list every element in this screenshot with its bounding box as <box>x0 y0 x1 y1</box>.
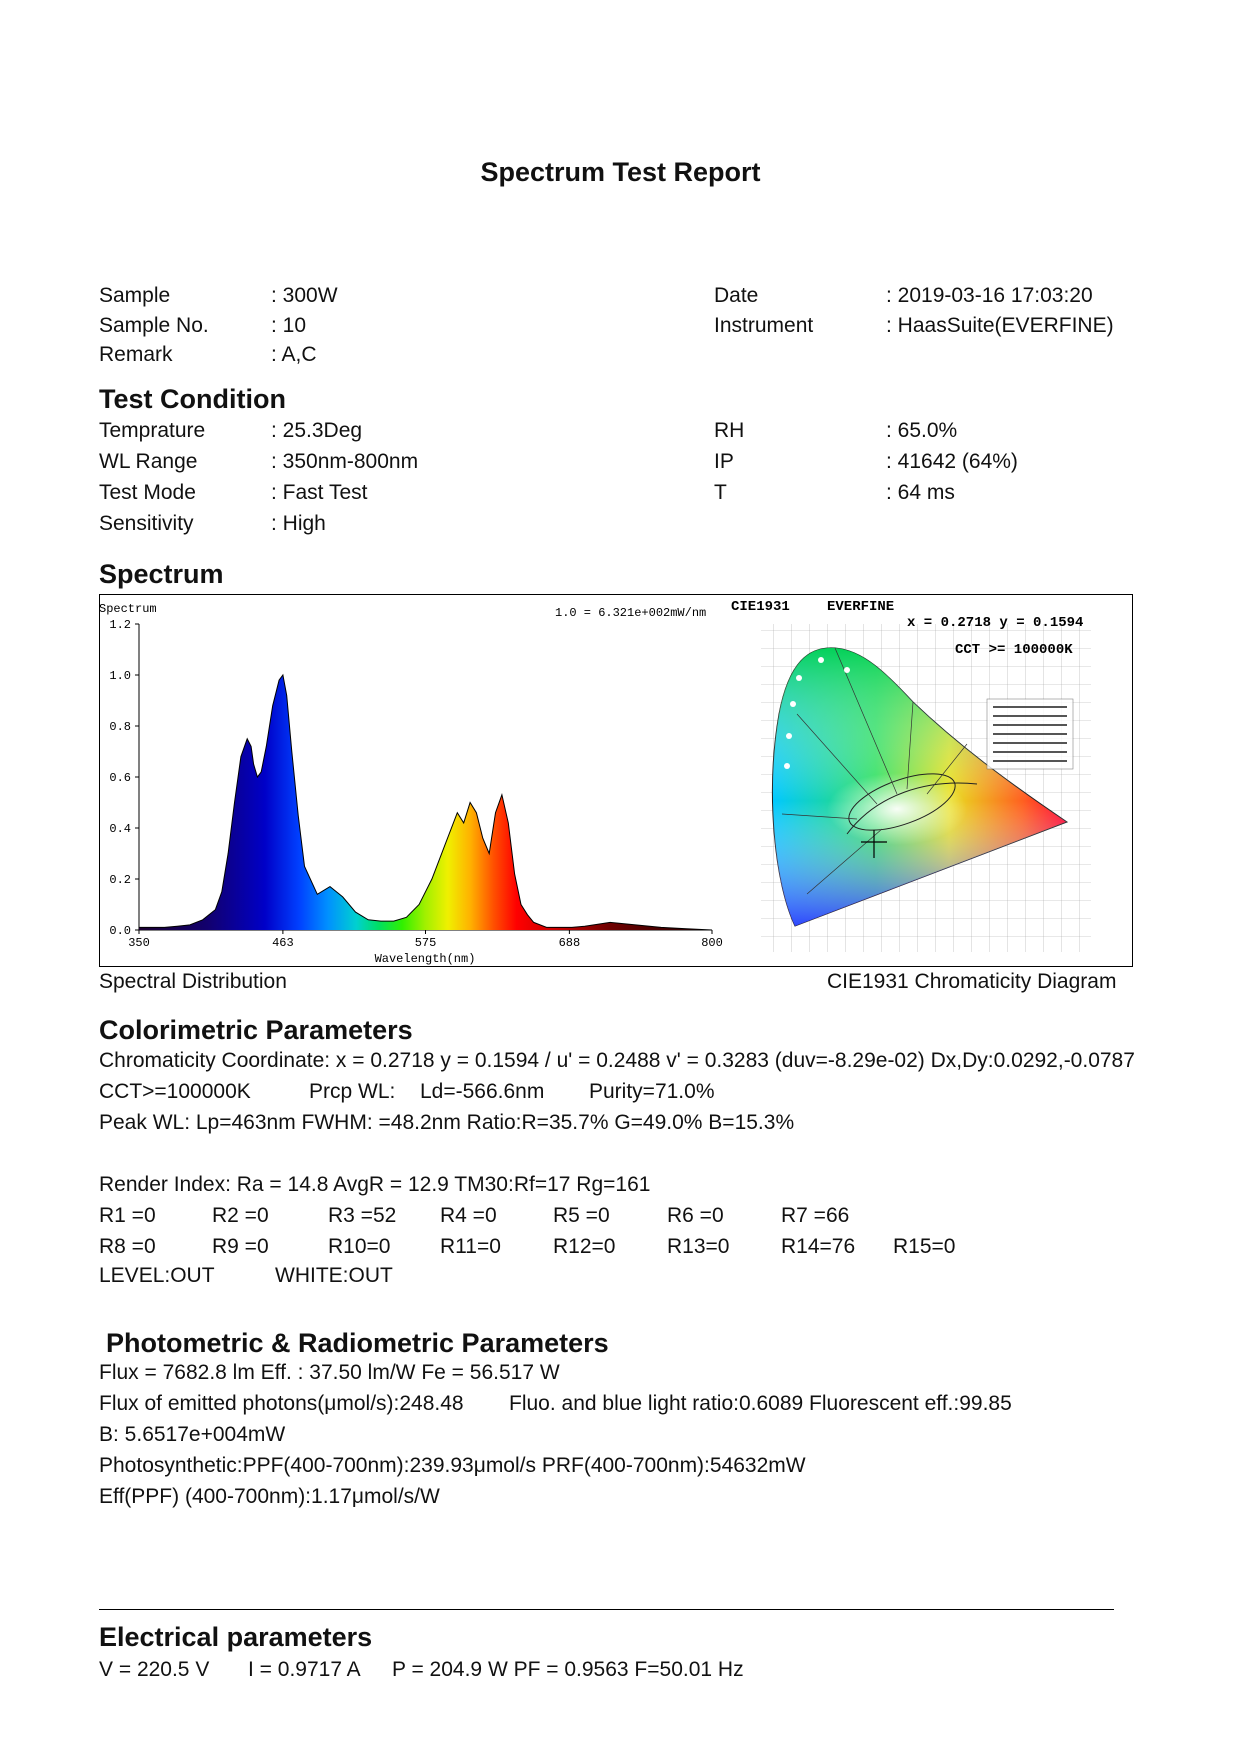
cie-title: CIE1931 <box>731 599 790 615</box>
r-value: R12=0 <box>553 1235 616 1258</box>
page-title: Spectrum Test Report <box>480 157 761 187</box>
ppf-line: Photosynthetic:PPF(400-700nm):239.93μmol/s PRF(400-700nm):54632mW <box>99 1454 806 1477</box>
y-tick-label: 1.0 <box>109 669 131 683</box>
electrical-heading: Electrical parameters <box>99 1622 373 1652</box>
mode-label: Test Mode <box>99 481 196 504</box>
spectrum-caption: Spectral Distribution <box>99 970 287 993</box>
r-value: R5 =0 <box>553 1204 610 1227</box>
remark-label: Remark <box>99 343 173 366</box>
y-tick-label: 0.6 <box>109 771 131 785</box>
r-value: R14=76 <box>781 1235 856 1258</box>
temp-value: : 25.3Deg <box>271 419 363 442</box>
date-label: Date <box>714 284 759 307</box>
date-value: : 2019-03-16 17:03:20 <box>886 284 1093 307</box>
fluo-line: Fluo. and blue light ratio:0.6089 Fluorescent eff.:99.85 <box>509 1392 1012 1415</box>
b-line: B: 5.6517e+004mW <box>99 1423 286 1446</box>
cie-caption: CIE1931 Chromaticity Diagram <box>827 970 1117 993</box>
chart-annotation: 1.0 = 6.321e+002mW/nm <box>555 606 707 620</box>
r-value: R10=0 <box>328 1235 391 1258</box>
chart-title: Spectrum <box>99 602 157 616</box>
x-tick-label: 800 <box>701 936 723 950</box>
chromaticity-line: Chromaticity Coordinate: x = 0.2718 y = 0.1594 / u' = 0.2488 v' = 0.3283 (duv=-8.29e-02) Dx,Dy:0.0292,-0.0787 <box>99 1049 1135 1072</box>
r-value: R6 =0 <box>667 1204 724 1227</box>
spectrum-chart <box>99 594 737 967</box>
t-value: : 64 ms <box>886 481 955 504</box>
sample-no-label: Sample No. <box>99 314 209 337</box>
sens-label: Sensitivity <box>99 512 194 535</box>
r-value: R3 =52 <box>328 1204 397 1227</box>
y-tick-label: 0.8 <box>109 720 131 734</box>
level-status: LEVEL:OUT <box>99 1264 215 1287</box>
y-tick-label: 0.0 <box>109 924 131 938</box>
remark-value: : A,C <box>271 343 317 366</box>
sample-value: : 300W <box>271 284 338 307</box>
r-value: R7 =66 <box>781 1204 850 1227</box>
white-status: WHITE:OUT <box>275 1264 393 1287</box>
cie-diagram <box>731 594 1133 967</box>
x-tick-label: 350 <box>128 936 150 950</box>
ip-value: : 41642 (64%) <box>886 450 1018 473</box>
cct-value: CCT>=100000K <box>99 1080 251 1103</box>
r-value: R1 =0 <box>99 1204 156 1227</box>
sens-value: : High <box>271 512 326 535</box>
temp-label: Temprature <box>99 419 206 442</box>
spectrum-heading: Spectrum <box>99 559 224 589</box>
divider <box>99 1609 1114 1610</box>
rh-label: RH <box>714 419 745 442</box>
power: P = 204.9 W PF = 0.9563 F=50.01 Hz <box>392 1658 744 1681</box>
current: I = 0.9717 A <box>248 1658 361 1681</box>
sample-label: Sample <box>99 284 171 307</box>
t-label: T <box>714 481 727 504</box>
r-value: R8 =0 <box>99 1235 156 1258</box>
r-value: R2 =0 <box>212 1204 269 1227</box>
r-value: R9 =0 <box>212 1235 269 1258</box>
x-tick-label: 688 <box>558 936 581 950</box>
x-tick-label: 463 <box>272 936 294 950</box>
ld-value: Ld=-566.6nm <box>420 1080 545 1103</box>
instrument-value: : HaasSuite(EVERFINE) <box>886 314 1114 337</box>
instrument-label: Instrument <box>714 314 814 337</box>
rh-value: : 65.0% <box>886 419 958 442</box>
ip-label: IP <box>714 450 734 473</box>
r-value: R11=0 <box>440 1235 501 1258</box>
test-condition-heading: Test Condition <box>99 384 286 414</box>
cie-coordinate: x = 0.2718 y = 0.1594 <box>907 615 1084 631</box>
x-axis-label: Wavelength(nm) <box>374 952 476 966</box>
prcp-label: Prcp WL: <box>309 1080 396 1103</box>
r-value: R15=0 <box>893 1235 956 1258</box>
sample-no-value: : 10 <box>271 314 307 337</box>
render-line: Render Index: Ra = 14.8 AvgR = 12.9 TM30:Rf=17 Rg=161 <box>99 1173 651 1196</box>
y-tick-label: 0.2 <box>109 873 131 887</box>
colorimetric-heading: Colorimetric Parameters <box>99 1015 413 1045</box>
photometric-heading: Photometric & Radiometric Parameters <box>106 1328 609 1358</box>
voltage: V = 220.5 V <box>99 1658 210 1681</box>
cie-brand: EVERFINE <box>827 599 895 615</box>
wl-label: WL Range <box>99 450 198 473</box>
flux-line: Flux = 7682.8 lm Eff. : 37.50 lm/W Fe = 56.517 W <box>99 1361 560 1384</box>
mode-value: : Fast Test <box>271 481 368 504</box>
wl-value: : 350nm-800nm <box>271 450 419 473</box>
y-tick-label: 0.4 <box>109 822 131 836</box>
eff-line: Eff(PPF) (400-700nm):1.17μmol/s/W <box>99 1485 440 1508</box>
y-tick-label: 1.2 <box>109 618 131 632</box>
r-value: R4 =0 <box>440 1204 497 1227</box>
purity-value: Purity=71.0% <box>589 1080 715 1103</box>
photons-line: Flux of emitted photons(μmol/s):248.48 <box>99 1392 464 1415</box>
x-tick-label: 575 <box>414 936 437 950</box>
r-value: R13=0 <box>667 1235 730 1258</box>
cie-cct: CCT >= 100000K <box>955 642 1073 658</box>
peak-line: Peak WL: Lp=463nm FWHM: =48.2nm Ratio:R=35.7% G=49.0% B=15.3% <box>99 1111 795 1134</box>
